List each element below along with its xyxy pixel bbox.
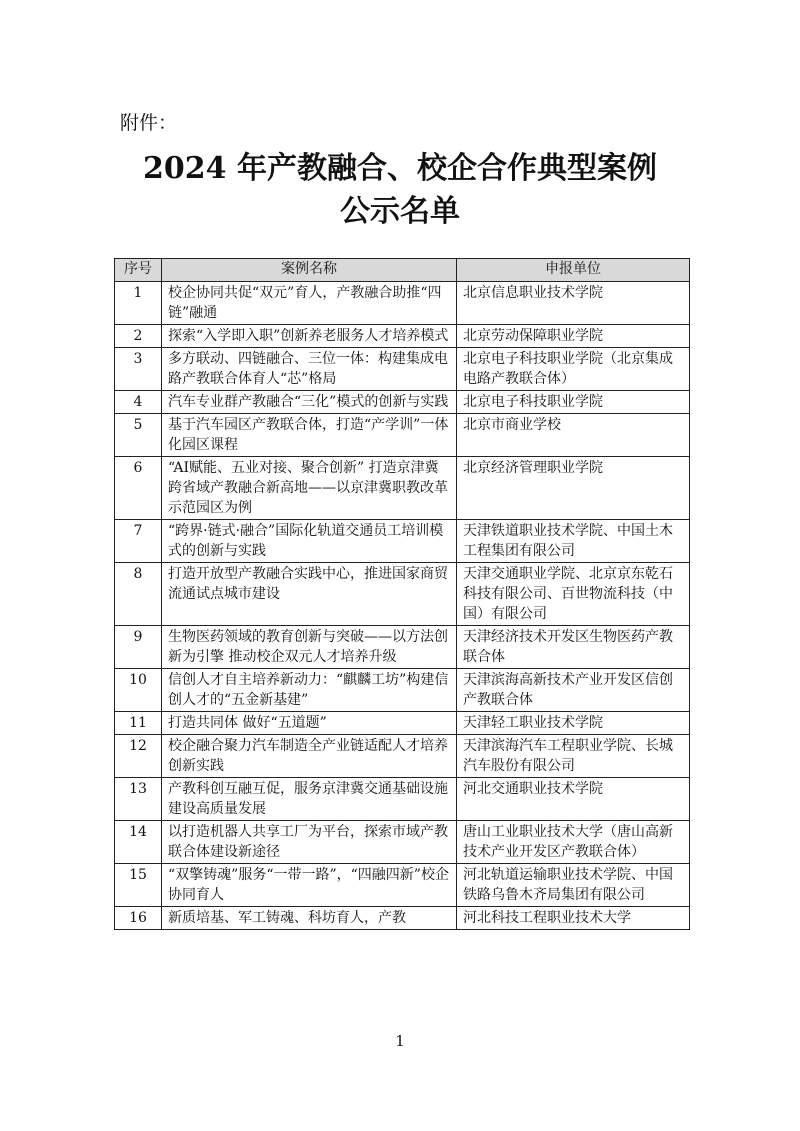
row-number: 12 [115,735,162,778]
unit-cell: 北京劳动保障职业学院 [457,325,690,348]
row-number: 14 [115,821,162,864]
unit-cell: 天津铁道职业技术学院、中国土木工程集团有限公司 [457,520,690,563]
unit-cell: 北京经济管理职业学院 [457,457,690,520]
table-row [115,864,690,907]
case-name-cell: 打造开放型产教融合实践中心，推进国家商贸流通试点城市建设 [162,563,457,626]
table-row [115,778,690,821]
case-name-cell: 新质培基、军工铸魂、科坊育人，产教 [162,907,457,930]
table-row [115,391,690,414]
row-number: 8 [115,563,162,626]
unit-cell: 北京市商业学校 [457,414,690,457]
table-row [115,907,690,930]
table-row [115,669,690,712]
table-body [115,282,690,930]
unit-cell: 天津轻工职业技术学院 [457,712,690,735]
case-name-cell: 汽车专业群产教融合“三化”模式的创新与实践 [162,391,457,414]
row-number: 9 [115,626,162,669]
row-number: 11 [115,712,162,735]
unit-cell: 河北科技工程职业技术大学 [457,907,690,930]
table-row [115,563,690,626]
unit-cell: 天津经济技术开发区生物医药产教联合体 [457,626,690,669]
unit-cell: 河北交通职业技术学院 [457,778,690,821]
page-number: 1 [395,1032,405,1050]
case-name-cell: 多方联动、四链融合、三位一体：构建集成电路产教联合体育人“芯”格局 [162,348,457,391]
table-row [115,520,690,563]
row-number: 10 [115,669,162,712]
row-number: 15 [115,864,162,907]
case-name-cell: 以打造机器人共享工厂为平台，探索市域产教联合体建设新途径 [162,821,457,864]
document-title: 2024 年产教融合、校企合作典型案例 [143,151,657,186]
case-list-table [114,258,690,930]
unit-cell: 天津滨海高新技术产业开发区信创产教联合体 [457,669,690,712]
header-case-name: 案例名称 [162,259,457,282]
attachment-label: 附件： [120,112,178,134]
table-header-row [115,259,690,282]
case-name-cell: “AI赋能、五业对接、聚合创新” 打造京津冀跨省域产教融合新高地——以京津冀职教改革示范园区为例 [162,457,457,520]
table-row [115,457,690,520]
row-number: 5 [115,414,162,457]
case-name-cell: 打造共同体 做好“五道题” [162,712,457,735]
header-unit: 申报单位 [457,259,690,282]
unit-cell: 北京电子科技职业学院 [457,391,690,414]
row-number: 3 [115,348,162,391]
unit-cell: 北京信息职业技术学院 [457,282,690,325]
unit-cell: 天津滨海汽车工程职业学院、长城汽车股份有限公司 [457,735,690,778]
case-name-cell: 校企融合聚力汽车制造全产业链适配人才培养创新实践 [162,735,457,778]
unit-cell: 北京电子科技职业学院（北京集成电路产教联合体） [457,348,690,391]
case-name-cell: 生物医药领域的教育创新与突破——以方法创新为引擎 推动校企双元人才培养升级 [162,626,457,669]
unit-cell: 河北轨道运输职业技术学院、中国铁路乌鲁木齐局集团有限公司 [457,864,690,907]
case-name-cell: 基于汽车园区产教联合体，打造“产学训”一体化园区课程 [162,414,457,457]
case-name-cell: “双擎铸魂”服务“一带一路”，“四融四新”校企协同育人 [162,864,457,907]
row-number: 1 [115,282,162,325]
row-number: 4 [115,391,162,414]
case-name-cell: 校企协同共促“双元”育人，产教融合助推“四链”融通 [162,282,457,325]
header-number: 序号 [115,259,162,282]
row-number: 13 [115,778,162,821]
case-name-cell: 产教科创互融互促，服务京津冀交通基础设施建设高质量发展 [162,778,457,821]
case-name-cell: 信创人才自主培养新动力：“麒麟工坊”构建信创人才的“五金新基建” [162,669,457,712]
case-name-cell: 探索“入学即入职”创新养老服务人才培养模式 [162,325,457,348]
case-name-cell: “跨界·链式·融合”国际化轨道交通员工培训模式的创新与实践 [162,520,457,563]
table-row [115,712,690,735]
table-row [115,348,690,391]
row-number: 2 [115,325,162,348]
row-number: 16 [115,907,162,930]
table-row [115,282,690,325]
unit-cell: 天津交通职业学院、北京京东乾石科技有限公司、百世物流科技（中国）有限公司 [457,563,690,626]
row-number: 6 [115,457,162,520]
row-number: 7 [115,520,162,563]
document-subtitle: 公示名单 [340,194,460,229]
table-row [115,325,690,348]
unit-cell: 唐山工业职业技术大学（唐山高新技术产业开发区产教联合体） [457,821,690,864]
table-row [115,735,690,778]
table-row [115,414,690,457]
table-row [115,821,690,864]
table-row [115,626,690,669]
